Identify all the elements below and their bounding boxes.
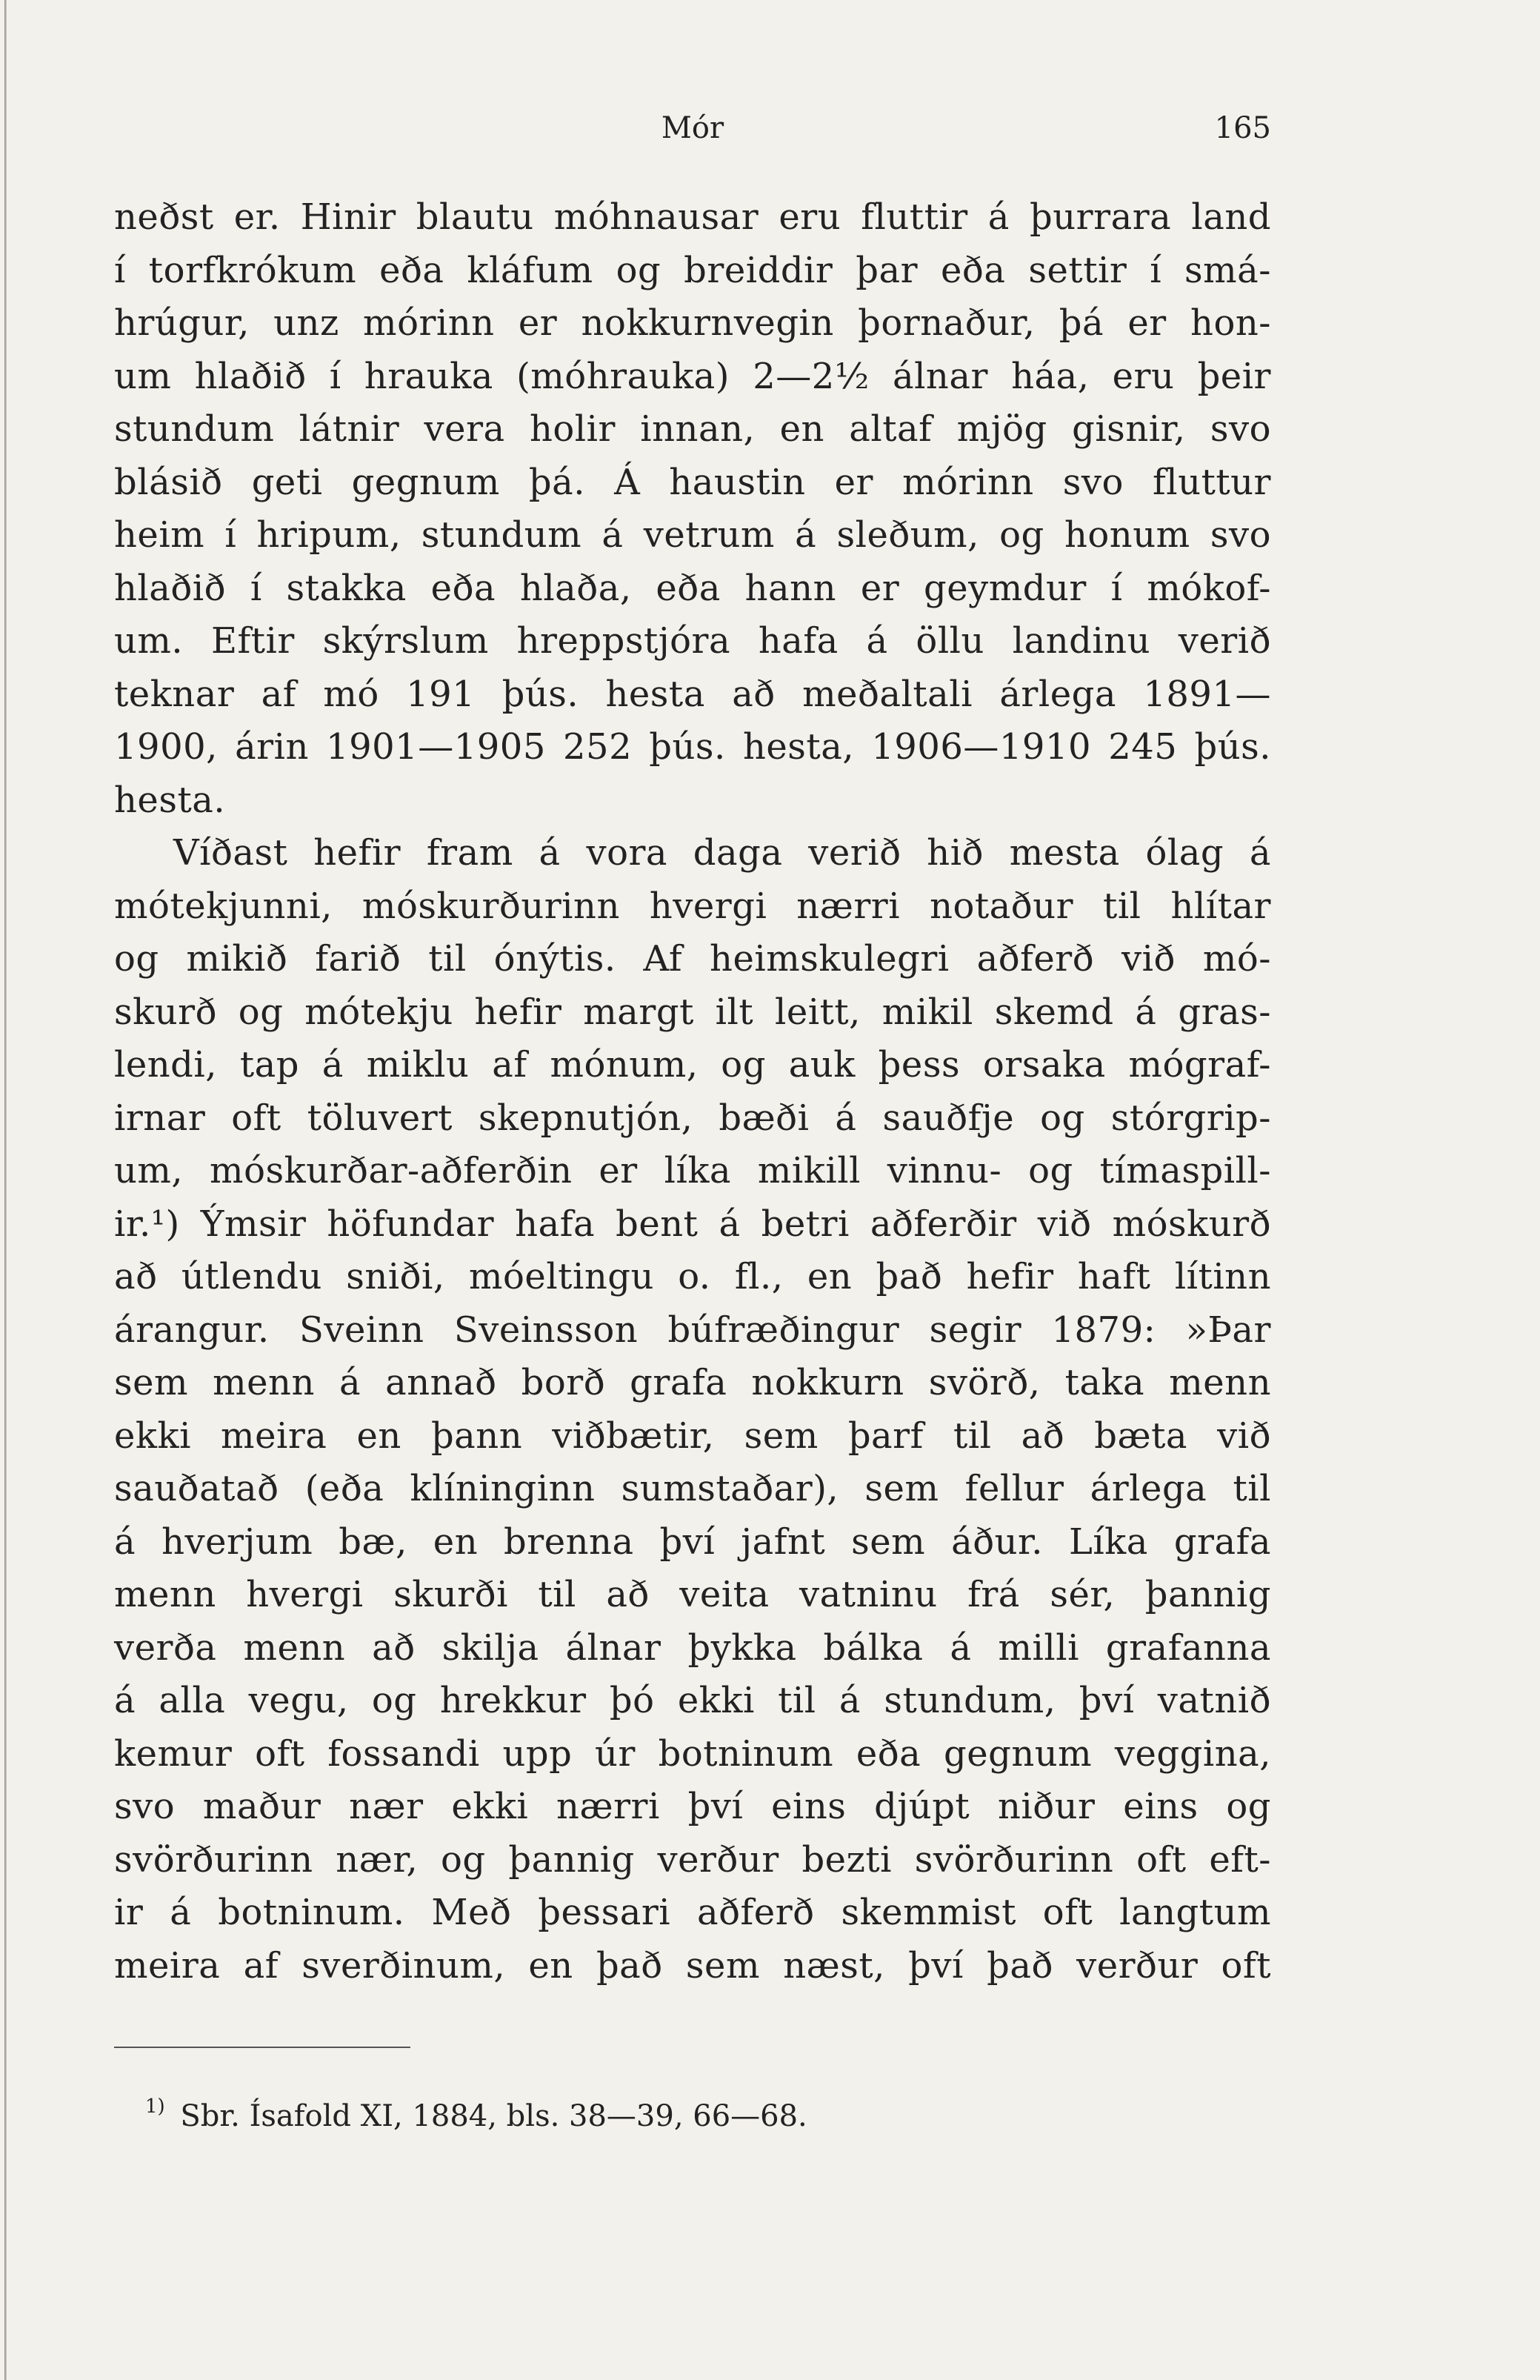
footnote — [145, 2095, 807, 2133]
text-line: á hverjum bæ, en brenna því jafnt sem áður. Líka grafa — [114, 1520, 1271, 1563]
text-line: hesta. — [114, 779, 226, 821]
text-line: um hlaðið í hrauka (móhrauka) 2—2½ álnar háa, eru þeir — [114, 355, 1271, 397]
text-line: Víðast hefir fram á vora daga verið hið mesta ólag á — [173, 832, 1271, 874]
text-line: blásið geti gegnum þá. Á haustin er mórinn svo fluttur — [114, 461, 1271, 503]
running-head — [114, 104, 1271, 156]
text-line: verða menn að skilja álnar þykka bálka á milli grafanna — [114, 1626, 1271, 1669]
text-line: stundum látnir vera holir innan, en altaf mjög gisnir, svo — [114, 408, 1271, 450]
body-text — [114, 191, 1271, 1992]
text-line: í torfkrókum eða kláfum og breiddir þar eða settir í smá- — [114, 249, 1271, 291]
page-edge-shadow — [4, 0, 7, 2380]
text-line: heim í hripum, stundum á vetrum á sleðum, og honum svo — [114, 514, 1271, 556]
text-line: ir á botninum. Með þessari aðferð skemmist oft langtum — [114, 1892, 1271, 1933]
text-line: skurð og mótekju hefir margt ilt leitt, mikil skemd á gras- — [114, 991, 1271, 1033]
text-line: að útlendu sniði, móeltingu o. fl., en það hefir haft lítinn — [114, 1256, 1271, 1297]
text-line: hrúgur, unz mórinn er nokkurnvegin þornaður, þá er hon- — [114, 302, 1271, 344]
footnote-rule — [114, 2047, 410, 2048]
text-line: um, móskurðar-aðferðin er líka mikill vinnu- og tímaspill- — [114, 1150, 1271, 1191]
text-line: sauðatað (eða klíninginn sumstaðar), sem fellur árlega til — [114, 1468, 1271, 1509]
text-line: ir.¹) Ýmsir höfundar hafa bent á betri aðferðir við móskurð — [114, 1203, 1271, 1245]
text-line: meira af sverðinum, en það sem næst, því það verður oft — [114, 1944, 1271, 1987]
text-line: kemur oft fossandi upp úr botninum eða gegnum veggina, — [114, 1732, 1271, 1775]
text-line: á alla vegu, og hrekkur þó ekki til á stundum, því vatnið — [114, 1680, 1271, 1721]
text-line: hlaðið í stakka eða hlaða, eða hann er geymdur í mókof- — [114, 567, 1271, 609]
text-line: irnar oft töluvert skepnutjón, bæði á sauðfje og stórgrip- — [114, 1097, 1271, 1139]
text-line: árangur. Sveinn Sveinsson búfræðingur segir 1879: »Þar — [114, 1309, 1271, 1351]
text-line: lendi, tap á miklu af mónum, og auk þess orsaka mógraf- — [114, 1044, 1271, 1086]
footnote-marker: 1) — [145, 2095, 165, 2118]
text-line: menn hvergi skurði til að veita vatninu frá sér, þannig — [114, 1574, 1271, 1615]
text-line: neðst er. Hinir blautu móhnausar eru fluttir á þurrara land — [114, 196, 1271, 238]
footnote-text: Sbr. Ísafold XI, 1884, bls. 38—39, 66—68. — [180, 2099, 807, 2133]
text-line: 1900, árin 1901—1905 252 þús. hesta, 1906—1910 245 þús. — [114, 726, 1271, 768]
text-line: ekki meira en þann viðbætir, sem þarf til að bæta við — [114, 1415, 1271, 1457]
text-line: um. Eftir skýrslum hreppstjóra hafa á öllu landinu verið — [114, 620, 1271, 662]
running-title: Mór — [661, 111, 724, 145]
text-line: svörðurinn nær, og þannig verður bezti svörðurinn oft eft- — [114, 1838, 1271, 1881]
text-line: mótekjunni, móskurðurinn hvergi nærri notaður til hlítar — [114, 885, 1271, 927]
page-number: 165 — [1214, 111, 1271, 145]
text-line: svo maður nær ekki nærri því eins djúpt niður eins og — [114, 1786, 1271, 1827]
text-line: sem menn á annað borð grafa nokkurn svörð, taka menn — [114, 1362, 1271, 1403]
text-line: og mikið farið til ónýtis. Af heimskulegri aðferð við mó- — [114, 938, 1271, 980]
text-line: teknar af mó 191 þús. hesta að meðaltali árlega 1891— — [114, 673, 1271, 715]
